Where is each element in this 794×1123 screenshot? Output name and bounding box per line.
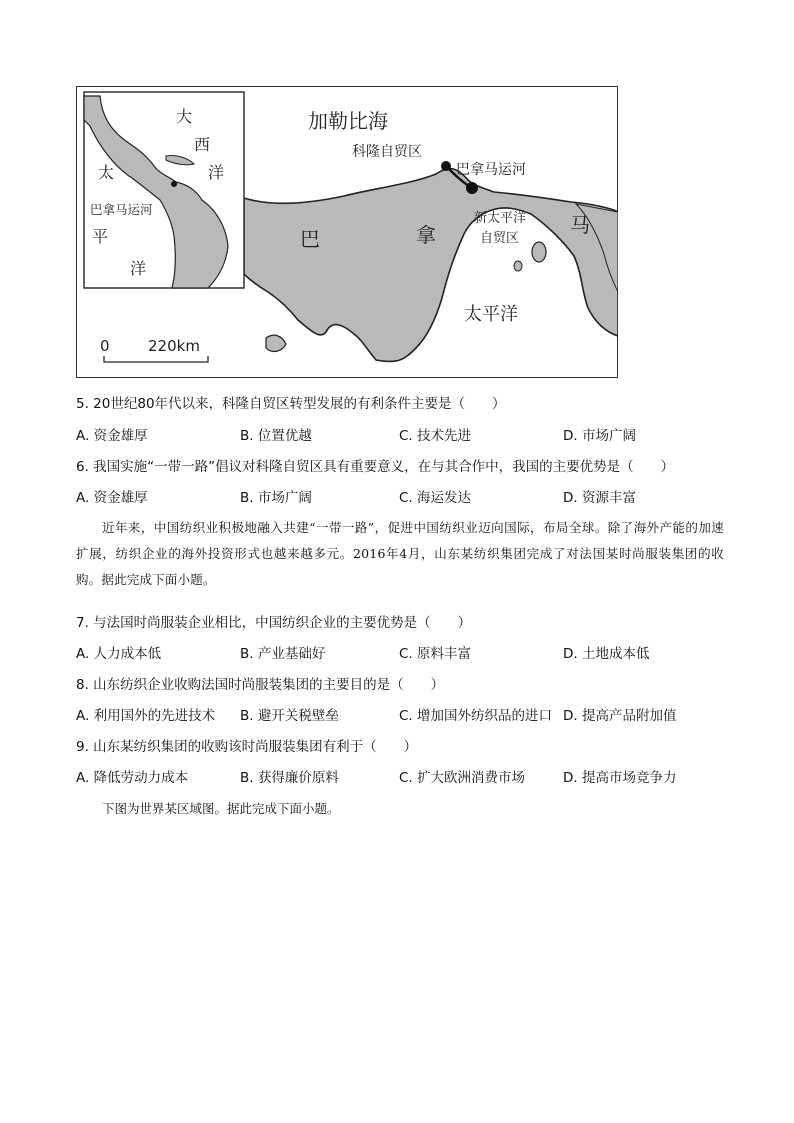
option-c[interactable]: C. 海运发达: [399, 490, 472, 506]
island: [532, 242, 546, 262]
option-c[interactable]: C. 原料丰富: [399, 646, 472, 662]
question-6: 6. 我国实施“一带一路”倡议对科隆自贸区具有重要意义，在与其合作中，我国的主要优势是（ ）: [76, 459, 675, 475]
question-5: 5. 20世纪80年代以来，科隆自贸区转型发展的有利条件主要是（ ）: [76, 396, 506, 412]
colon-ftz-label: 科隆自贸区: [352, 144, 422, 160]
question-9: 9. 山东某纺织集团的收购该时尚服装集团有利于（ ）: [76, 739, 418, 755]
option-d[interactable]: D. 提高市场竞争力: [563, 770, 677, 786]
question-5-options: [76, 427, 716, 445]
panama-char-3: 马: [570, 213, 590, 237]
inset-pacific-char-2: 平: [92, 227, 109, 246]
option-d[interactable]: D. 资源丰富: [563, 490, 636, 506]
panama-map: [76, 86, 618, 378]
inset-canal-label: 巴拿马运河: [90, 202, 153, 217]
inset-pacific-char-3: 洋: [130, 259, 147, 278]
question-7-options: [76, 645, 716, 663]
option-d[interactable]: D. 提高产品附加值: [563, 708, 677, 724]
new-pacific-ftz-label-2: 自贸区: [480, 231, 520, 246]
panama-char-1: 巴: [300, 227, 320, 251]
caribbean-sea-label: 加勒比海: [308, 109, 388, 133]
inset-canal-marker: [171, 181, 177, 187]
scale-zero: 0: [100, 337, 110, 355]
option-d[interactable]: D. 市场广阔: [563, 428, 636, 444]
option-d[interactable]: D. 土地成本低: [563, 646, 650, 662]
option-b[interactable]: B. 获得廉价原料: [240, 770, 339, 786]
new-pacific-ftz-label-1: 新太平洋: [474, 211, 527, 226]
option-a[interactable]: A. 人力成本低: [76, 646, 162, 662]
option-b[interactable]: B. 产业基础好: [240, 646, 326, 662]
inset-atlantic-char-2: 西: [194, 135, 211, 154]
passage: 近年来，中国纺织业积极地融入共建“一带一路”，促进中国纺织业迈向国际，布局全球。除了海外产能的加速扩展，纺织企业的海外投资形式也越来越多元。2016年4月，山东某纺织集团完成了对法国某时尚服装集团的收购。据此完成下面小题。: [76, 520, 724, 587]
inset-atlantic-char-1: 大: [176, 107, 193, 126]
option-a[interactable]: A. 资金雄厚: [76, 490, 148, 506]
question-6-options: [76, 489, 716, 507]
option-a[interactable]: A. 利用国外的先进技术: [76, 708, 216, 724]
option-b[interactable]: B. 位置优越: [240, 428, 312, 444]
question-8-options: [76, 707, 716, 725]
pacific-ocean-label: 太平洋: [464, 304, 518, 325]
question-7: 7. 与法国时尚服装企业相比，中国纺织企业的主要优势是（ ）: [76, 615, 472, 631]
panama-char-2: 拿: [416, 223, 436, 247]
next-section-intro: 下图为世界某区域图。据此完成下面小题。: [102, 801, 340, 816]
question-8: 8. 山东纺织企业收购法国时尚服装集团的主要目的是（ ）: [76, 677, 445, 693]
scale-label: 220km: [148, 337, 200, 355]
inset-pacific-char-1: 太: [98, 163, 115, 182]
canal-label: 巴拿马运河: [456, 162, 526, 178]
option-c[interactable]: C. 扩大欧洲消费市场: [399, 770, 526, 786]
question-9-options: [76, 769, 716, 787]
option-c[interactable]: C. 技术先进: [399, 428, 472, 444]
option-c[interactable]: C. 增加国外纺织品的进口: [399, 708, 553, 724]
option-a[interactable]: A. 资金雄厚: [76, 428, 148, 444]
option-b[interactable]: B. 避开关税壁垒: [240, 708, 339, 724]
option-b[interactable]: B. 市场广阔: [240, 490, 312, 506]
island: [514, 261, 522, 271]
inset-atlantic-char-3: 洋: [208, 163, 225, 182]
option-a[interactable]: A. 降低劳动力成本: [76, 770, 189, 786]
